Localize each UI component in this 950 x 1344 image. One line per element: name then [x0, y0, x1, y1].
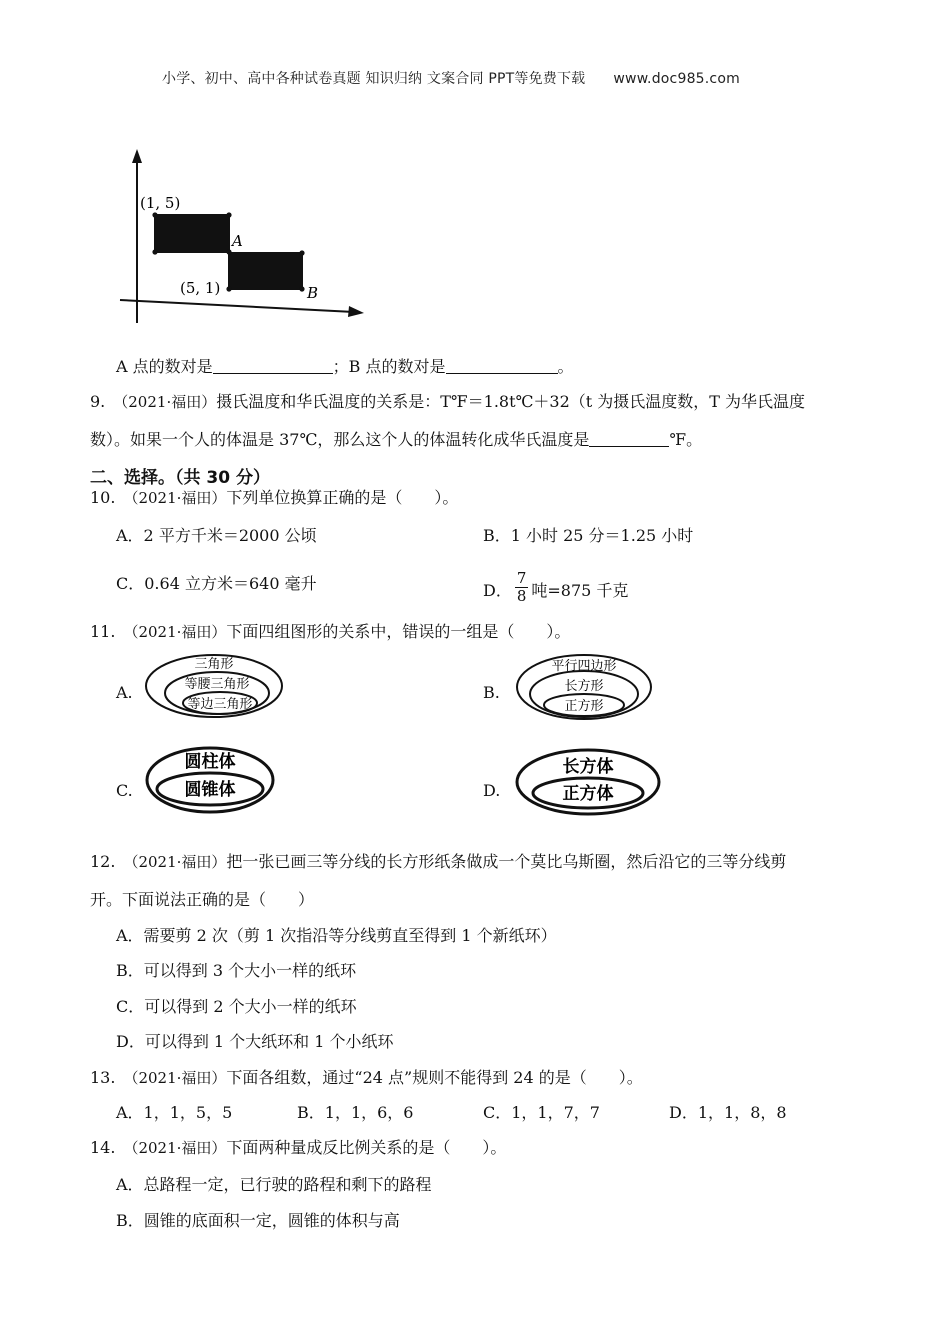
header-text: 小学、初中、高中各种试卷真题 知识归纳 文案合同 PPT等免费下载 [162, 71, 586, 87]
option-letter: D． [483, 581, 512, 600]
question-source: （2021·福田） [123, 489, 227, 507]
question-text: 下面四组图形的关系中，错误的一组是（ ）。 [226, 622, 571, 641]
question-12-line-1 [90, 852, 786, 872]
q11-option-a-label[interactable]: A. [116, 683, 133, 702]
figure-label-outer: 三角形 [194, 657, 234, 672]
q11-option-d-label[interactable]: D. [483, 781, 501, 800]
option-a[interactable]: A．总路程一定，已行驶的路程和剩下的路程 [116, 1175, 432, 1194]
fraction-denominator: 8 [516, 587, 527, 605]
figure-label-middle: 长方形 [564, 679, 604, 694]
option-c[interactable]: C．1，1，7，7 [483, 1103, 600, 1122]
page-header [162, 68, 740, 88]
question-source: （2021·福田） [123, 853, 227, 871]
option-d[interactable]: D．可以得到 1 个大纸环和 1 个小纸环 [116, 1032, 394, 1051]
q8-b-label: ；B 点的数对是 [332, 357, 446, 376]
corner-point [152, 249, 157, 254]
q11-option-c-figure[interactable] [144, 745, 276, 815]
upper-rectangle [155, 215, 229, 252]
question-text: 数）。如果一个人的体温是 37℃，那么这个人的体温转化成华氏温度是 [90, 430, 590, 449]
question-number: 14. [90, 1138, 116, 1157]
q8-answer-line [116, 357, 574, 377]
corner-point [226, 286, 231, 291]
option-d[interactable] [483, 569, 629, 609]
question-source: （2021·福田） [123, 1069, 227, 1087]
question-number: 9. [90, 392, 106, 411]
lower-rectangle [229, 253, 302, 289]
coordinate-graph [112, 145, 372, 330]
q11-option-c-label[interactable]: C. [116, 781, 133, 800]
question-11 [90, 622, 570, 642]
header-site: www.doc985.com [613, 71, 740, 87]
option-b[interactable]: B．1 小时 25 分＝1.25 小时 [483, 526, 694, 545]
question-9-line-1 [90, 392, 805, 412]
x-axis-arrow [348, 306, 364, 317]
question-source: （2021·福田） [113, 393, 217, 411]
section-title: 二、选择。（共 30 分） [90, 468, 270, 488]
q11-option-b-figure[interactable] [514, 652, 654, 722]
figure-label-outer: 圆柱体 [184, 752, 236, 772]
question-source: （2021·福田） [123, 1139, 227, 1157]
option-c[interactable]: C．可以得到 2 个大小一样的纸环 [116, 997, 357, 1016]
option-b[interactable]: B．可以得到 3 个大小一样的纸环 [116, 961, 357, 980]
figure-label-outer: 长方体 [562, 757, 614, 777]
label-point-1-5: (1, 5) [140, 194, 181, 212]
label-point-5-1: (5, 1) [180, 279, 221, 297]
option-a[interactable]: A．需要剪 2 次（剪 1 次指沿等分线剪直至得到 1 个新纸环） [116, 926, 557, 945]
figure-label-inner: 等边三角形 [187, 697, 253, 712]
figure-label-middle: 等腰三角形 [184, 677, 250, 692]
point-b [299, 286, 304, 291]
corner-point [226, 212, 231, 217]
corner-point [299, 250, 304, 255]
figure-label-inner: 圆锥体 [184, 780, 236, 800]
option-c[interactable]: C．0.64 立方米＝640 毫升 [116, 574, 317, 593]
figure-label-inner: 正方形 [564, 699, 604, 714]
q11-option-d-figure[interactable] [514, 747, 662, 817]
q11-option-b-label[interactable]: B. [483, 683, 500, 702]
q8-end: 。 [557, 357, 574, 376]
question-text-end: ℉。 [669, 430, 703, 449]
fraction-numerator: 7 [516, 569, 527, 587]
question-number: 12. [90, 852, 116, 871]
question-text: 把一张已画三等分线的长方形纸条做成一个莫比乌斯圈，然后沿它的三等分线剪 [226, 852, 787, 871]
question-9-line-2 [90, 430, 702, 450]
answer-blank-a[interactable] [213, 357, 333, 374]
option-b[interactable]: B．1，1，6，6 [297, 1103, 414, 1122]
y-axis-arrow [132, 149, 142, 163]
option-d[interactable]: D．1，1，8，8 [669, 1103, 787, 1122]
fraction [515, 570, 529, 605]
corner-point [152, 212, 157, 217]
option-a[interactable]: A．2 平方千米＝2000 公顷 [116, 526, 317, 545]
question-number: 11. [90, 622, 116, 641]
question-text: 摄氏温度和华氏温度的关系是：T℉＝1.8t℃＋32（t 为摄氏温度数，T 为华氏温度 [216, 392, 806, 411]
option-a[interactable]: A．1，1，5，5 [116, 1103, 233, 1122]
question-text: 下面两种量成反比例关系的是（ ）。 [226, 1138, 507, 1157]
question-text: 下列单位换算正确的是（ ）。 [226, 488, 459, 507]
answer-blank-fahrenheit[interactable] [589, 430, 669, 447]
question-source: （2021·福田） [123, 623, 227, 641]
label-b: B [307, 284, 319, 302]
figure-label-inner: 正方体 [562, 784, 614, 804]
question-13 [90, 1068, 643, 1088]
point-a [226, 249, 231, 254]
question-10 [90, 488, 458, 508]
option-b[interactable]: B．圆锥的底面积一定，圆锥的体积与高 [116, 1211, 400, 1230]
option-text: 吨=875 千克 [531, 581, 629, 600]
question-14 [90, 1138, 506, 1158]
label-a: A [232, 232, 243, 250]
q11-option-a-figure[interactable] [144, 652, 286, 720]
figure-label-outer: 平行四边形 [551, 659, 617, 674]
question-12-line-2: 开。下面说法正确的是（ ） [90, 890, 315, 909]
question-number: 10. [90, 488, 116, 507]
question-text: 下面各组数，通过“24 点”规则不能得到 24 的是（ ）。 [226, 1068, 643, 1087]
x-axis [120, 300, 354, 312]
q8-a-label: A 点的数对是 [116, 357, 213, 376]
answer-blank-b[interactable] [446, 357, 558, 374]
question-number: 13. [90, 1068, 116, 1087]
